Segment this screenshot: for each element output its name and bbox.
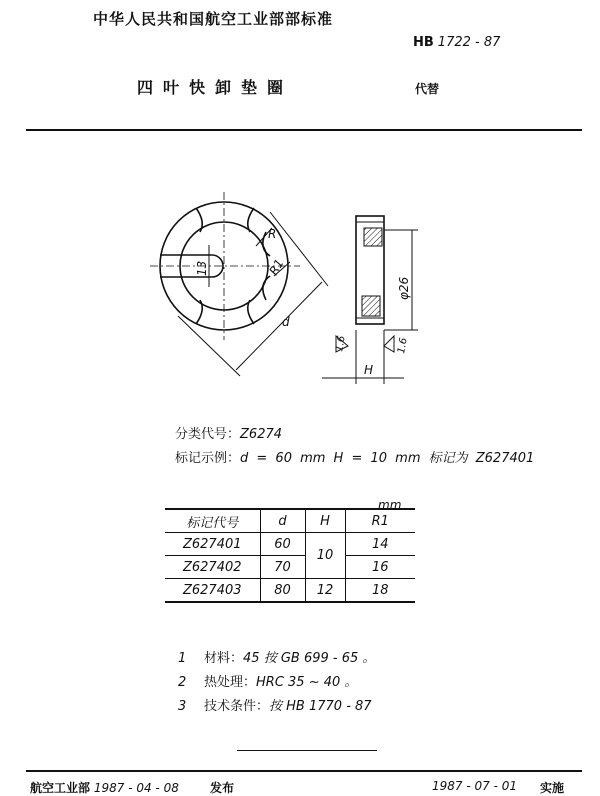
table-header-row [165, 509, 415, 533]
section-hatch-bottom [362, 296, 380, 316]
dim-roughness-right: 1.6 [396, 336, 410, 355]
note-item [178, 647, 375, 671]
dimension-table [165, 508, 415, 603]
note-label: 热处理： [204, 675, 257, 690]
standard-prefix: HB [413, 35, 434, 50]
cell-code: Z627401 [165, 533, 260, 556]
dim-R: R [268, 227, 277, 241]
header-H: H [305, 509, 345, 533]
note-number: 3 [178, 699, 187, 714]
cell-R1: 18 [345, 579, 415, 603]
note-text: 按 HB 1770 - 87 [269, 699, 372, 714]
table-unit: mm [378, 498, 402, 512]
note-item [178, 695, 375, 719]
classification-line [175, 423, 282, 442]
cell-d: 60 [260, 533, 305, 556]
note-number: 1 [178, 651, 187, 666]
dim-phi26: φ26 [397, 276, 411, 300]
dim-d: d [282, 315, 290, 329]
table-row [165, 579, 415, 603]
header-R1: R1 [345, 509, 415, 533]
cell-R1: 14 [345, 533, 415, 556]
end-rule [237, 750, 377, 751]
header-d: d [260, 509, 305, 533]
cell-H: 12 [305, 579, 345, 603]
issuer-title: 中华人民共和国航空工业部部标准 [93, 10, 334, 28]
dim-roughness-left: 1.6 [334, 334, 348, 353]
dim-H: H [364, 363, 374, 377]
cell-d: 80 [260, 579, 305, 603]
cell-d: 70 [260, 556, 305, 579]
cell-R1: 16 [345, 556, 415, 579]
note-number: 2 [178, 675, 187, 690]
effective-label: 实施 [540, 781, 565, 795]
marking-expression: d = 60 mm H = 10 mm 标记为 Z627401 [240, 451, 535, 466]
footer-rule [26, 770, 582, 772]
note-label: 材料： [204, 651, 244, 666]
replaces-label: 代替 [415, 82, 440, 96]
cell-code: Z627402 [165, 556, 260, 579]
technical-notes [178, 647, 375, 719]
document-title: 四叶快卸垫圈 [137, 78, 294, 97]
footer-publisher [30, 779, 179, 796]
cell-H-merged: 10 [305, 533, 345, 579]
issue-date: 1987 - 04 - 08 [93, 781, 179, 795]
cell-code: Z627403 [165, 579, 260, 603]
marking-example-line [175, 447, 534, 466]
section-hatch-top [364, 228, 382, 246]
table-row [165, 556, 415, 579]
standard-code: 1722 - 87 [437, 35, 501, 50]
issue-label: 发布 [210, 781, 235, 795]
note-item [178, 671, 375, 695]
note-label: 技术条件： [204, 699, 270, 714]
dim-R1: R1 [266, 256, 287, 278]
note-text: 45 按 GB 699 - 65 。 [243, 651, 376, 666]
dim-13: 13 [195, 260, 209, 276]
note-text: HRC 35 ~ 40 。 [256, 675, 358, 690]
header-code: 标记代号 [165, 509, 260, 533]
effective-date: 1987 - 07 - 01 [432, 779, 517, 793]
classification-label: 分类代号： [175, 427, 241, 442]
marking-label: 标记示例： [175, 451, 241, 466]
classification-code: Z6274 [240, 427, 283, 442]
publisher-name: 航空工业部 [30, 781, 91, 795]
table-row [165, 533, 415, 556]
